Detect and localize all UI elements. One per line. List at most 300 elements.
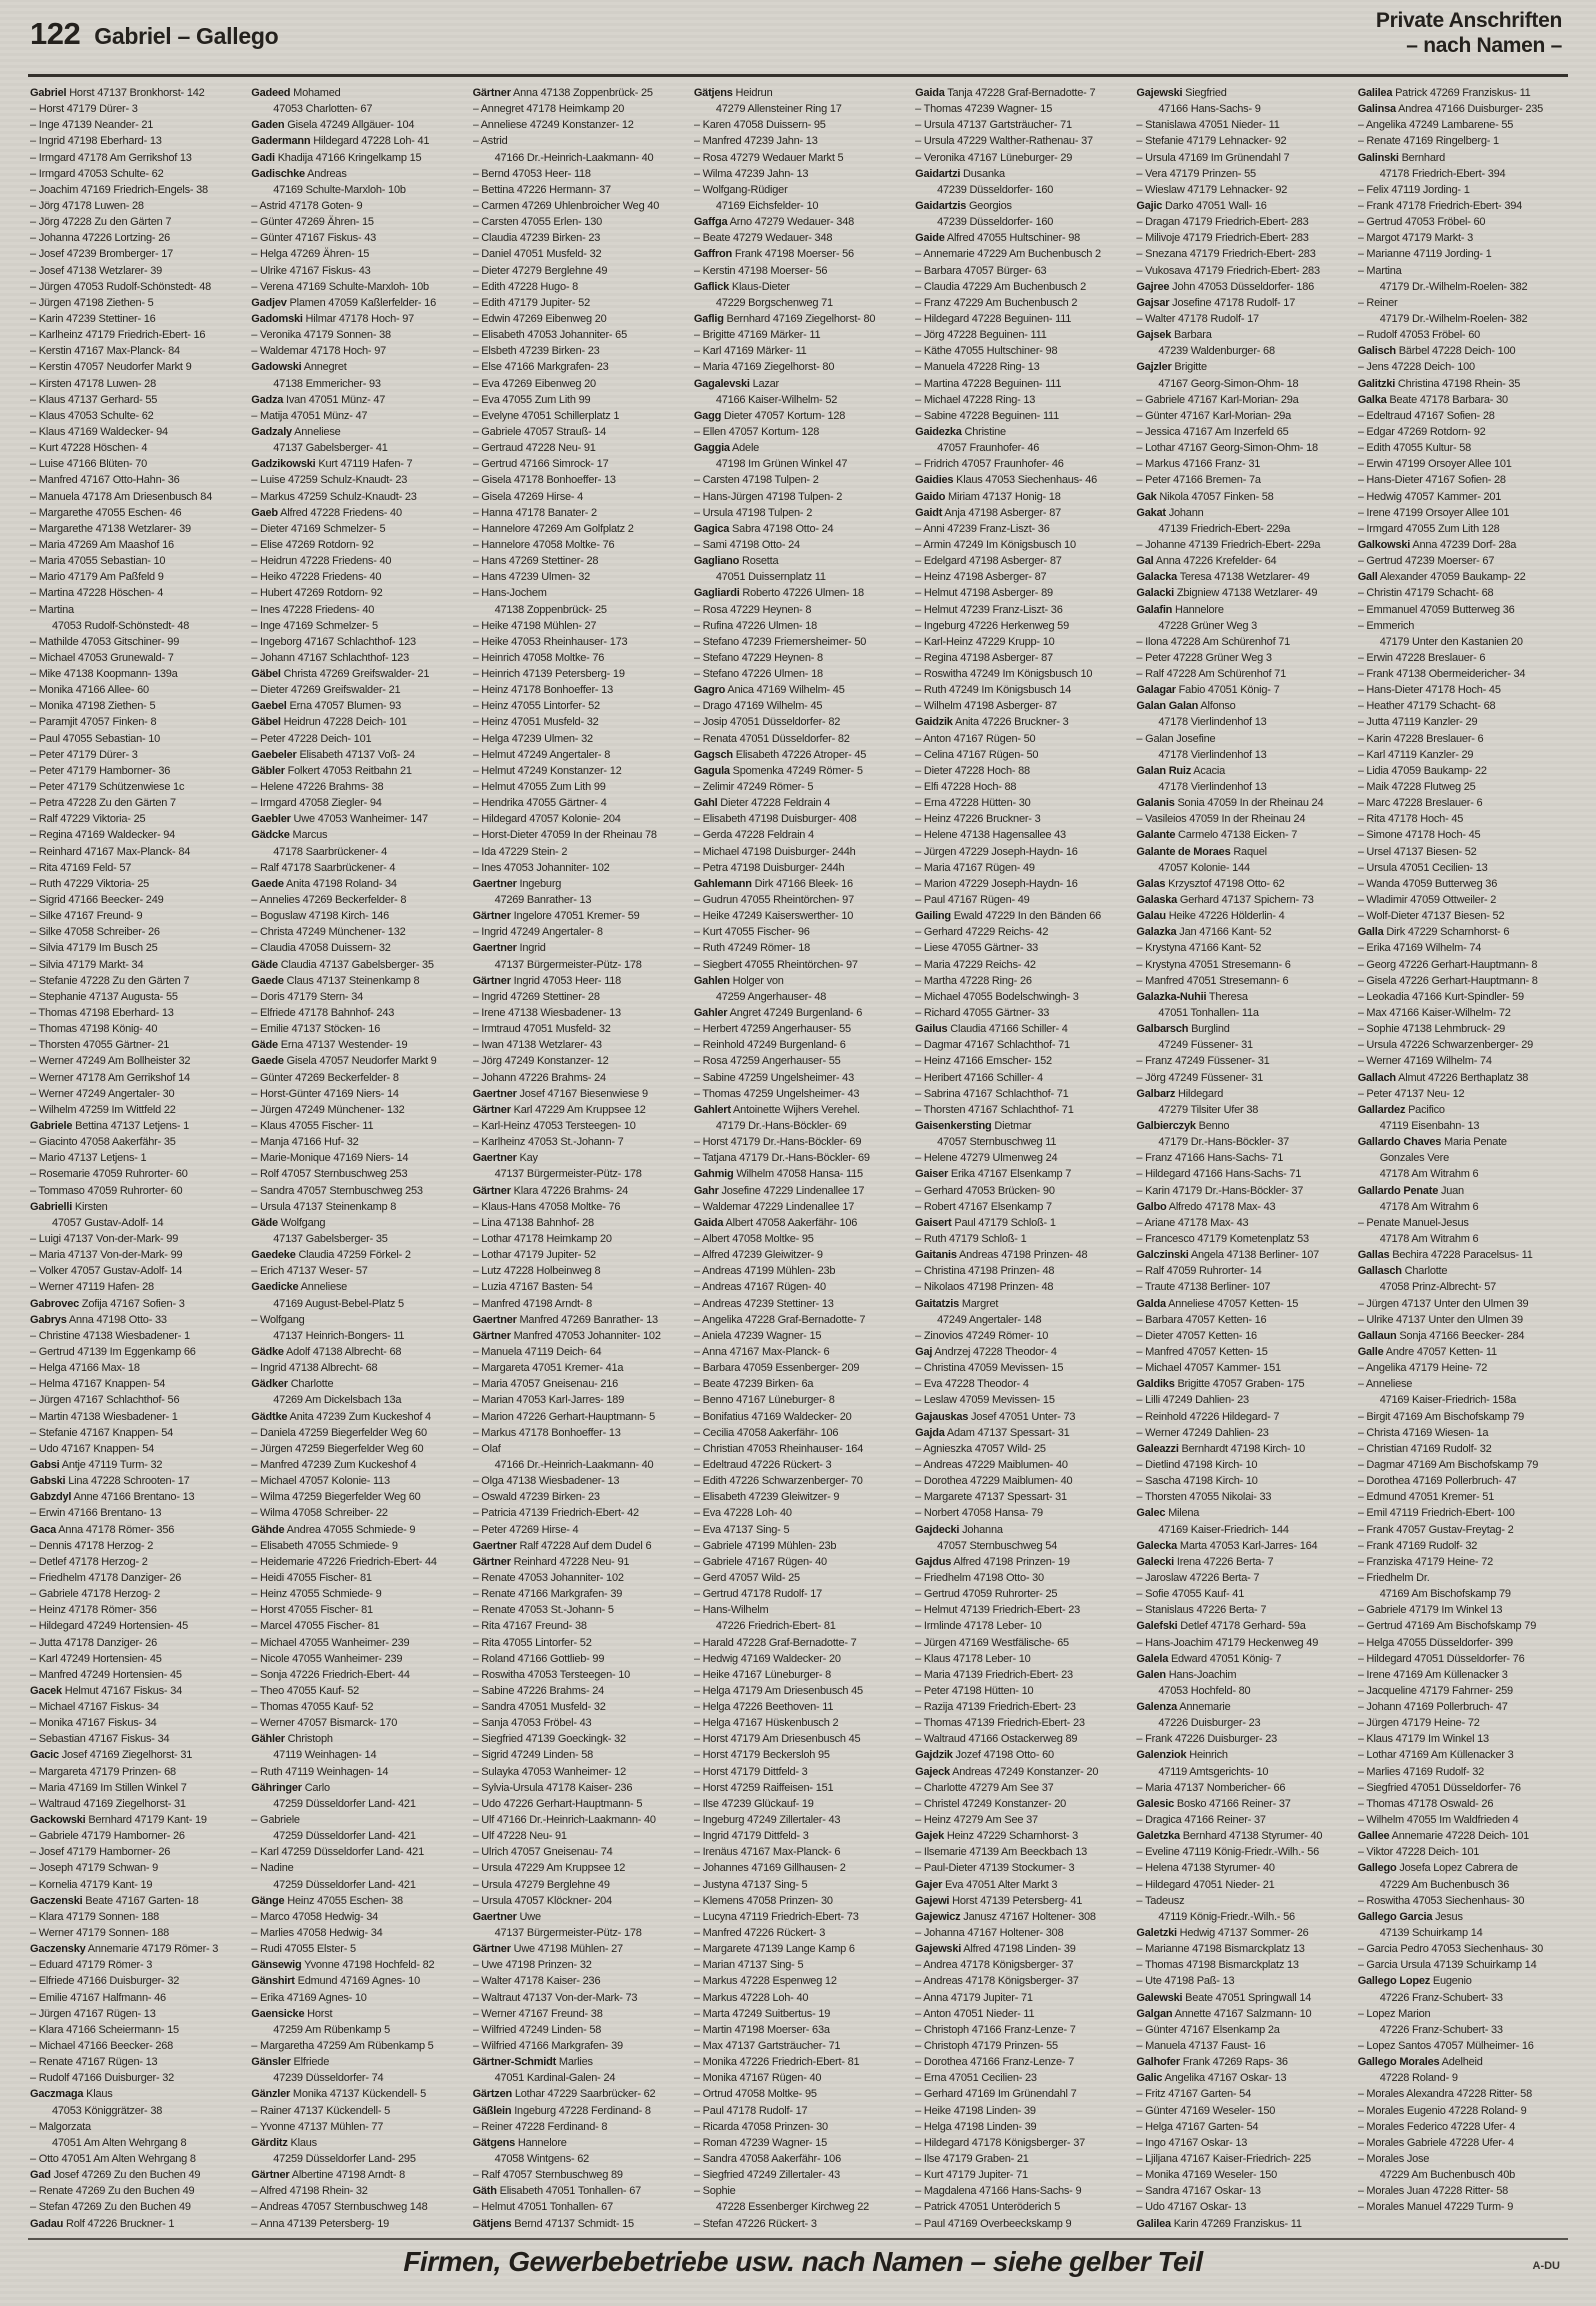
directory-entry: – Sophie 47138 Lehmbruck- 29 [1357, 1023, 1506, 1036]
directory-entry: – Ursula 47229 Am Kruppsee 12 [472, 1862, 626, 1875]
directory-entry: – Liese 47055 Gärtner- 33 [915, 942, 1039, 955]
directory-entry: – Horst-Günter 47169 Niers- 14 [251, 1087, 399, 1100]
directory-entry: – Franz 47229 Am Buchenbusch 2 [915, 296, 1078, 309]
directory-entry: – Waltraut 47137 Von-der-Mark- 73 [472, 1991, 638, 2004]
directory-entry: 47166 Hans-Sachs- 9 [1158, 103, 1261, 116]
directory-entry: Gadowski Annegret [251, 361, 347, 374]
directory-entry: – Karin 47179 Dr.-Hans-Böckler- 37 [1136, 1184, 1304, 1197]
directory-entry: – Eva 47137 Sing- 5 [693, 1523, 790, 1536]
directory-entry: – Eva 47269 Eibenweg 20 [472, 377, 596, 390]
directory-entry: – Maria 47139 Friedrich-Ebert- 23 [915, 1668, 1073, 1681]
directory-entry: – Roman 47239 Wagner- 15 [693, 2136, 827, 2149]
directory-entry: – Friedhelm 47178 Danziger- 26 [30, 1571, 182, 1584]
directory-entry: – Ruth 47229 Viktoria- 25 [30, 877, 150, 890]
directory-entry: – Martina [1357, 264, 1402, 277]
directory-entry: – Helga 47167 Hüskenbusch 2 [693, 1717, 839, 1730]
directory-entry: 47051 Am Alten Wehrgang 8 [52, 2136, 187, 2149]
directory-entry: – Kerstin 47198 Moerser- 56 [693, 264, 828, 277]
directory-entry: Gajdzik Jozef 47198 Otto- 60 [915, 1749, 1054, 1762]
directory-entry: – Stefanie 47228 Zu den Gärten 7 [30, 974, 190, 987]
directory-entry: – Helena 47138 Styrumer- 40 [1136, 1862, 1275, 1875]
directory-entry: – Ursel 47137 Biesen- 52 [1357, 845, 1477, 858]
directory-entry: – Sigrid 47166 Beecker- 249 [30, 894, 164, 907]
directory-entry: Gaede Anita 47198 Roland- 34 [251, 877, 397, 890]
directory-entry: – Martin 47198 Moerser- 63a [693, 2023, 830, 2036]
directory-entry: 47053 Rudolf-Schönstedt- 48 [52, 619, 190, 632]
directory-entry: Galetzki Hedwig 47137 Sommer- 26 [1136, 1927, 1309, 1940]
directory-entry: – Jürgen 47169 Westfälische- 65 [915, 1636, 1069, 1649]
directory-entry: – Manfred 47057 Ketten- 15 [1136, 1345, 1268, 1358]
directory-entry: – Reinhold 47226 Hildegard- 7 [1136, 1410, 1280, 1423]
directory-entry: – Wilhelm 47055 Im Waldfrieden 4 [1357, 1814, 1519, 1827]
directory-entry: – Razija 47139 Friedrich-Ebert- 23 [915, 1701, 1076, 1714]
directory-entry: – Alfred 47239 Gleiwitzer- 9 [693, 1249, 823, 1262]
directory-entry: – Wilma 47259 Biegerfelder Weg 60 [251, 1491, 421, 1504]
directory-entry: – Marian 47053 Karl-Jarres- 189 [472, 1394, 625, 1407]
directory-entry: – Siegfried 47249 Zillertaler- 43 [693, 2169, 841, 2182]
directory-entry: – Tatjana 47179 Dr.-Hans-Böckler- 69 [693, 1152, 870, 1165]
directory-entry: – Elsbeth 47239 Birken- 23 [472, 345, 600, 358]
directory-entry: Galazka-Nuhii Theresa [1136, 990, 1248, 1003]
directory-entry: – Christina 47059 Mevissen- 15 [915, 1362, 1064, 1375]
directory-entry: – Renate 47167 Rügen- 13 [30, 2056, 158, 2069]
directory-entry: – Johann 47169 Pollerbruch- 47 [1357, 1701, 1508, 1714]
directory-entry: – Frank 47169 Rudolf- 32 [1357, 1539, 1478, 1552]
directory-entry: Gahlen Holger von [693, 974, 784, 987]
directory-entry: – Barbara 47059 Essenberger- 209 [693, 1362, 860, 1375]
directory-entry: – Gerda 47228 Feldrain 4 [693, 829, 814, 842]
directory-entry: Gajsar Josefine 47178 Rudolf- 17 [1136, 296, 1296, 309]
directory-entry: – Stefanie 47167 Knappen- 54 [30, 1426, 174, 1439]
directory-entry: – Monika 47198 Ziethen- 5 [30, 700, 156, 713]
directory-entry: – Reinhard 47167 Max-Planck- 84 [30, 845, 191, 858]
directory-entry: – Dieter 47279 Berglehne 49 [472, 264, 608, 277]
directory-entry: – Markus 47228 Espenweg 12 [693, 1975, 837, 1988]
directory-entry: – Olaf [472, 1442, 501, 1455]
directory-entry: – Leslaw 47059 Mevissen- 15 [915, 1394, 1055, 1407]
directory-entry: – Snezana 47179 Friedrich-Ebert- 283 [1136, 248, 1316, 261]
directory-entry: – Marco 47058 Hedwig- 34 [251, 1910, 379, 1923]
directory-entry: – Elisabeth 47055 Schmiede- 9 [251, 1539, 398, 1552]
directory-entry: – Günter 47169 Weseler- 150 [1136, 2104, 1276, 2117]
directory-entry: – Gabriele 47179 Im Winkel 13 [1357, 1604, 1503, 1617]
directory-entry: – Sonja 47226 Friedrich-Ebert- 44 [251, 1668, 410, 1681]
directory-entry: – Dennis 47178 Herzog- 2 [30, 1539, 154, 1552]
directory-entry: 47228 Grüner Weg 3 [1158, 619, 1257, 632]
directory-entry: – Monika 47167 Fiskus- 34 [30, 1717, 157, 1730]
directory-column [694, 85, 906, 2234]
directory-entry: – Jörg 47249 Füssener- 31 [1136, 1071, 1263, 1084]
directory-entry: – Karin 47239 Stettiner- 16 [30, 312, 156, 325]
directory-entry: – Karl 47249 Hortensien- 45 [30, 1652, 162, 1665]
directory-entry: Gahler Angret 47249 Burgenland- 6 [693, 1007, 863, 1020]
directory-entry: Galeazzi Bernhardt 47198 Kirch- 10 [1136, 1442, 1306, 1455]
directory-entry: – Sofie 47055 Kauf- 41 [1136, 1588, 1245, 1601]
directory-entry: – Jaroslaw 47226 Berta- 7 [1136, 1571, 1260, 1584]
directory-entry: – Günter 47269 Ähren- 15 [251, 216, 374, 229]
directory-entry: – Wilfried 47249 Linden- 58 [472, 2023, 602, 2036]
directory-entry: – Dragica 47166 Reiner- 37 [1136, 1814, 1266, 1827]
directory-entry: – Ingeburg 47226 Herkenweg 59 [915, 619, 1069, 632]
directory-entry: – Gabriele 47179 Hamborner- 26 [30, 1830, 185, 1843]
directory-entry: – Irene 47169 Am Küllenacker 3 [1357, 1668, 1508, 1681]
directory-entry: Gadeed Mohamed [251, 87, 341, 99]
directory-entry: – Peter 47269 Hirse- 4 [472, 1523, 579, 1536]
directory-entry: – Gertrud 47169 Am Bischofskamp 79 [1357, 1620, 1537, 1633]
directory-entry: 47226 Franz-Schubert- 33 [1379, 1991, 1503, 2004]
directory-entry: – Morales Gabriele 47228 Ufer- 4 [1357, 2136, 1514, 2149]
directory-entry: – Rita 47178 Hoch- 45 [1357, 813, 1464, 826]
directory-entry: – Thomas 47055 Kauf- 52 [251, 1701, 374, 1714]
directory-entry: Gäbel Heidrun 47228 Deich- 101 [251, 716, 407, 729]
directory-entry: – Wladimir 47059 Ottweiler- 2 [1357, 894, 1497, 907]
directory-entry: – Hildegard 47228 Beguinen- 111 [915, 312, 1072, 325]
directory-entry: – Hans 47269 Stettiner- 28 [472, 555, 599, 568]
directory-entry: 47119 Amtsgerichts- 10 [1158, 1765, 1269, 1778]
directory-entry: – Jürgen 47259 Biegerfelder Weg 60 [251, 1442, 424, 1455]
directory-entry: – Sandra 47167 Oskar- 13 [1136, 2185, 1261, 2198]
directory-entry: Gahlert Antoinette Wijhers Verehel. [693, 1103, 860, 1116]
directory-entry: – Christina 47198 Prinzen- 48 [915, 1265, 1055, 1278]
directory-entry: Gajek Heinz 47229 Scharnhorst- 3 [915, 1830, 1079, 1843]
directory-entry: – Josef 47179 Hamborner- 26 [30, 1846, 171, 1859]
directory-entry: – Emmerich [1357, 619, 1415, 632]
directory-entry: 47137 Heinrich-Bongers- 11 [273, 1329, 405, 1342]
directory-entry: – Emil 47119 Friedrich-Ebert- 100 [1357, 1507, 1515, 1520]
footer-rule [28, 2238, 1568, 2240]
directory-entry: Gahr Josefine 47229 Lindenallee 17 [693, 1184, 865, 1197]
directory-entry: Gallego Josefa Lopez Cabrera de [1357, 1862, 1518, 1875]
directory-entry: – Friedhelm Dr. [1357, 1571, 1430, 1584]
directory-entry: Gallardo Chaves Maria Penate [1357, 1136, 1507, 1149]
directory-entry: – Kornelia 47179 Kant- 19 [30, 1878, 153, 1891]
directory-entry: – Nicole 47055 Wanheimer- 239 [251, 1652, 403, 1665]
directory-entry: – Horst 47179 Dittfeld- 3 [693, 1765, 808, 1778]
directory-entry: 47178 Vierlindenhof 13 [1158, 716, 1267, 729]
directory-entry: Gädke Adolf 47138 Albrecht- 68 [251, 1345, 402, 1358]
directory-entry: Galafin Hannelore [1136, 603, 1224, 616]
directory-entry: Gonzales Vere [1379, 1152, 1449, 1165]
directory-entry: – Peter 47137 Neu- 12 [1357, 1087, 1465, 1100]
directory-entry: – Ilona 47228 Am Schürenhof 71 [1136, 635, 1291, 648]
directory-entry: – Elfriede 47178 Bahnhof- 243 [251, 1007, 395, 1020]
directory-entry: – Erich 47137 Weser- 57 [251, 1265, 368, 1278]
directory-entry: Gaedeke Claudia 47259 Förkel- 2 [251, 1249, 411, 1262]
directory-entry: – Ljiljana 47167 Kaiser-Friedrich- 225 [1136, 2153, 1311, 2165]
directory-entry: – Manfred 47051 Stresemann- 6 [1136, 974, 1289, 987]
directory-entry: – Rudolf 47166 Duisburger- 32 [30, 2072, 175, 2085]
directory-entry: – Gabriele 47167 Rügen- 40 [693, 1555, 827, 1568]
directory-entry: 47179 Dr.-Wilhelm-Roelen- 382 [1379, 312, 1528, 325]
directory-entry: – Werner 47179 Sonnen- 188 [30, 1927, 170, 1940]
directory-entry: – Drago 47169 Wilhelm- 45 [693, 700, 823, 713]
directory-entry: Gabsi Antje 47119 Turm- 32 [30, 1458, 163, 1471]
directory-entry: – Penate Manuel-Jesus [1357, 1216, 1469, 1229]
directory-entry: 47228 Essenberger Kirchweg 22 [715, 2201, 870, 2214]
directory-entry: – Morales Alexandra 47228 Ritter- 58 [1357, 2088, 1532, 2101]
directory-entry: – Maria 47169 Im Stillen Winkel 7 [30, 1781, 187, 1794]
directory-entry: Gaertner Ralf 47228 Auf dem Dudel 6 [472, 1539, 652, 1552]
directory-entry: – Horst 47055 Fischer- 81 [251, 1604, 373, 1617]
directory-entry: Galewski Beate 47051 Springwall 14 [1136, 1991, 1312, 2004]
directory-entry: – Doris 47179 Stern- 34 [251, 990, 364, 1003]
directory-entry: – Thomas 47178 Oswald- 26 [1357, 1797, 1494, 1810]
directory-entry: – Ulrike 47167 Fiskus- 43 [251, 264, 371, 277]
directory-entry: – Regina 47169 Waldecker- 94 [30, 829, 176, 842]
directory-entry: 47119 Weinhagen- 14 [273, 1749, 377, 1762]
directory-entry: – Tadeusz [1136, 1894, 1185, 1907]
directory-entry: – Sabrina 47167 Schlachthof- 71 [915, 1087, 1069, 1100]
directory-entry: 47179 Dr.-Wilhelm-Roelen- 382 [1379, 280, 1528, 293]
directory-entry: – Gertraud 47228 Neu- 91 [472, 442, 596, 455]
directory-entry: Gäde Erna 47137 Westender- 19 [251, 1039, 408, 1052]
directory-entry: – Klaus 47053 Schulte- 62 [30, 409, 154, 422]
directory-entry: – Helga 47226 Beethoven- 11 [693, 1701, 834, 1714]
directory-entry: Gabrielli Kirsten [30, 1200, 108, 1213]
directory-entry: – Maria 47137 Von-der-Mark- 99 [30, 1249, 183, 1262]
directory-entry: – Veronika 47179 Sonnen- 38 [251, 329, 391, 342]
directory-entry: – Sebastian 47167 Fiskus- 34 [30, 1733, 170, 1746]
directory-entry: Gaebler Uwe 47053 Wanheimer- 147 [251, 813, 428, 826]
directory-entry: – Martina [30, 603, 74, 616]
directory-entry: – Hans-Wilhelm [693, 1604, 769, 1617]
directory-entry: – Jürgen 47137 Unter den Ulmen 39 [1357, 1297, 1529, 1310]
directory-entry: – Thomas 47139 Friedrich-Ebert- 23 [915, 1717, 1085, 1730]
directory-entry: – Regina 47198 Asberger- 87 [915, 651, 1053, 664]
directory-entry: Gagula Spomenka 47249 Römer- 5 [693, 764, 863, 777]
directory-entry: – Rita 47055 Lintorfer- 52 [472, 1636, 592, 1649]
directory-entry: – Ingrid 47179 Dittfeld- 3 [693, 1830, 809, 1843]
page-header [30, 8, 1566, 72]
directory-entry: – Krystyna 47166 Kant- 52 [1136, 942, 1262, 955]
directory-entry: – Karl-Heinz 47229 Krupp- 10 [915, 635, 1055, 648]
directory-entry: – Sulayka 47053 Wanheimer- 12 [472, 1765, 626, 1778]
directory-entry: Galas Krzysztof 47198 Otto- 62 [1136, 877, 1285, 890]
directory-entry: – Sabine 47228 Beguinen- 111 [915, 409, 1060, 422]
page-number: 122 [30, 16, 81, 51]
directory-entry: – Monika 47167 Rügen- 40 [693, 2072, 822, 2085]
directory-entry: Gaj Andrzej 47228 Theodor- 4 [915, 1345, 1057, 1358]
directory-entry: – Andreas 47229 Maiblumen- 40 [915, 1458, 1068, 1471]
directory-entry: – Klaus-Hans 47058 Moltke- 76 [472, 1200, 621, 1213]
directory-entry: – Gertrud 47059 Ruhrorter- 25 [915, 1588, 1058, 1601]
directory-entry: – Celina 47167 Rügen- 50 [915, 748, 1039, 761]
directory-entry: Gähringer Carlo [251, 1781, 330, 1794]
directory-entry: – Hans 47239 Ulmen- 32 [472, 571, 591, 584]
directory-entry: – Otto 47051 Am Alten Wehrgang 8 [30, 2153, 196, 2165]
directory-entry: Gabriele Bettina 47137 Letjens- 1 [30, 1120, 190, 1132]
directory-entry: – Peter 47198 Hütten- 10 [915, 1684, 1034, 1697]
directory-entry: 47166 Dr.-Heinrich-Laakmann- 40 [494, 151, 654, 164]
directory-entry: – Nadine [251, 1862, 294, 1875]
directory-entry: – Morales Juan 47228 Ritter- 58 [1357, 2185, 1509, 2198]
directory-entry: – Rufina 47226 Ulmen- 18 [693, 619, 817, 632]
directory-entry: – Heidrun 47228 Friedens- 40 [251, 555, 392, 568]
directory-entry: Galisch Bärbel 47228 Deich- 100 [1357, 345, 1516, 358]
directory-entry: – Renata 47051 Düsseldorfer- 82 [693, 732, 850, 745]
directory-entry: – Ida 47229 Stein- 2 [472, 845, 568, 858]
directory-entry: – Franziska 47179 Heine- 72 [1357, 1555, 1493, 1568]
directory-entry: 47229 Borgschenweg 71 [715, 296, 833, 309]
directory-entry: Gärtner-Schmidt Marlies [472, 2056, 593, 2069]
directory-entry: – Iwan 47138 Wetzlarer- 43 [472, 1039, 602, 1052]
directory-entry: – Ingeborg 47167 Schlachthof- 123 [251, 635, 416, 648]
directory-entry: – Dorothea 47229 Maiblumen- 40 [915, 1475, 1073, 1488]
directory-entry: – Emilie 47167 Halfmann- 46 [30, 1991, 166, 2004]
directory-entry: – Traute 47138 Berliner- 107 [1136, 1281, 1271, 1294]
directory-entry: Gädker Charlotte [251, 1378, 334, 1391]
directory-entry: – Helga 47179 Am Driesenbusch 45 [693, 1684, 863, 1697]
directory-entry: – Ute 47198 Paß- 13 [1136, 1975, 1235, 1988]
directory-entry: – Maria 47137 Nombericher- 66 [1136, 1781, 1286, 1794]
directory-entry: Gäth Elisabeth 47051 Tonhallen- 67 [472, 2185, 642, 2198]
directory-entry: – Gerhard 47169 Im Grünendahl 7 [915, 2088, 1077, 2101]
directory-entry: Gädcke Marcus [251, 829, 328, 842]
directory-entry: – Monika 47226 Friedrich-Ebert- 81 [693, 2056, 860, 2069]
directory-entry: Gätjens Heidrun [693, 87, 773, 99]
directory-entry: – Jürgen 47229 Joseph-Haydn- 16 [915, 845, 1078, 858]
directory-entry: – Brigitte 47169 Märker- 11 [693, 329, 821, 342]
directory-entry: 47259 Düsseldorfer Land- 421 [273, 1830, 416, 1843]
directory-entry: – Erwin 47228 Breslauer- 6 [1357, 651, 1486, 664]
directory-entry: – Christin 47179 Schacht- 68 [1357, 587, 1494, 600]
directory-entry: – Emmanuel 47059 Butterweg 36 [1357, 603, 1515, 616]
directory-entry: Galka Beate 47178 Barbara- 30 [1357, 393, 1508, 406]
directory-entry: Gakat Johann [1136, 506, 1204, 519]
directory-entry: 47259 Düsseldorfer Land- 295 [273, 2153, 416, 2165]
directory-entry: – Carsten 47055 Erlen- 130 [472, 216, 602, 229]
directory-entry: Gailing Ewald 47229 In den Bänden 66 [915, 910, 1102, 923]
directory-entry: – Garcia Pedro 47053 Siechenhaus- 30 [1357, 1943, 1544, 1956]
directory-entry: – Inge 47139 Neander- 21 [30, 119, 154, 132]
directory-entry: Gajzler Brigitte [1136, 361, 1207, 374]
directory-entry: – Markus 47259 Schulz-Knaudt- 23 [251, 490, 417, 503]
directory-entry: – Kurt 47228 Höschen- 4 [30, 442, 148, 455]
directory-entry: – Ruth 47249 Römer- 18 [693, 942, 811, 955]
directory-entry: – Walter 47178 Kaiser- 236 [472, 1975, 601, 1988]
directory-entry: – Franz 47249 Füssener- 31 [1136, 1055, 1270, 1068]
directory-entry: – Horst-Dieter 47059 In der Rheinau 78 [472, 829, 657, 842]
directory-entry: – Christian 47053 Rheinhauser- 164 [693, 1442, 864, 1455]
directory-entry: Gadau Rolf 47226 Bruckner- 1 [30, 2217, 175, 2230]
directory-entry: Gärtner Uwe 47198 Mühlen- 27 [472, 1943, 623, 1956]
directory-entry: – Fridrich 47057 Fraunhofer- 46 [915, 458, 1064, 471]
directory-entry: – Monika 47169 Weseler- 150 [1136, 2169, 1278, 2182]
directory-entry: – Ingrid 47138 Albrecht- 68 [251, 1362, 378, 1375]
directory-entry: Gadzikowski Kurt 47119 Hafen- 7 [251, 458, 413, 471]
directory-entry: – Ursula 47051 Cecilien- 13 [1357, 861, 1488, 874]
directory-entry: Galitzki Christina 47198 Rhein- 35 [1357, 377, 1521, 390]
directory-entry: – Claudia 47239 Birken- 23 [472, 232, 601, 245]
directory-entry: – Dagmar 47169 Am Bischofskamp 79 [1357, 1458, 1539, 1471]
directory-entry: – Gerhard 47229 Reichs- 42 [915, 926, 1049, 939]
directory-entry: – Luise 47166 Blüten- 70 [30, 458, 148, 471]
directory-entry: Gabriel Horst 47137 Bronkhorst- 142 [30, 87, 205, 99]
directory-entry: – Elfriede 47166 Duisburger- 32 [30, 1975, 180, 1988]
directory-entry: Gajeck Andreas 47249 Konstanzer- 20 [915, 1765, 1099, 1778]
directory-entry: – Felix 47119 Jording- 1 [1357, 183, 1470, 196]
directory-entry: – Morales Eugenio 47228 Roland- 9 [1357, 2104, 1527, 2117]
directory-entry: Gajer Eva 47051 Alter Markt 3 [915, 1878, 1058, 1891]
directory-entry: – Mathilde 47053 Gitschiner- 99 [30, 635, 180, 648]
directory-entry: – Stefan 47269 Zu den Buchen 49 [30, 2201, 191, 2214]
directory-entry: – Udo 47167 Oskar- 13 [1136, 2201, 1247, 2214]
directory-entry: – Martina 47228 Beguinen- 111 [915, 377, 1062, 390]
directory-entry: Gagliardi Roberto 47226 Ulmen- 18 [693, 587, 864, 600]
directory-entry: – Ursula 47226 Schwarzenberger- 29 [1357, 1039, 1534, 1052]
directory-entry: – Gisela 47269 Hirse- 4 [472, 490, 584, 503]
directory-entry: 47051 Tonhallen- 11a [1158, 1007, 1259, 1020]
directory-entry: Gallach Almut 47226 Berthaplatz 38 [1357, 1071, 1529, 1084]
directory-entry: – Albert 47058 Moltke- 95 [693, 1232, 814, 1245]
directory-entry: – Heinz 47198 Asberger- 87 [915, 571, 1047, 584]
directory-entry: – Robert 47167 Elsenkamp 7 [915, 1200, 1052, 1213]
directory-entry: Gak Nikola 47057 Finken- 58 [1136, 490, 1274, 503]
directory-entry: – Heribert 47166 Schiller- 4 [915, 1071, 1043, 1084]
directory-entry: 47058 Wintgens- 62 [494, 2153, 590, 2165]
directory-entry: – Daniela 47259 Biegerfelder Weg 60 [251, 1426, 427, 1439]
directory-entry: – Günter 47167 Elsenkamp 2a [1136, 2023, 1280, 2036]
directory-entry: – Volker 47057 Gustav-Adolf- 14 [30, 1265, 183, 1278]
directory-entry: 47259 Düsseldorfer Land- 421 [273, 1878, 416, 1891]
directory-entry: Galle Andre 47057 Ketten- 11 [1357, 1345, 1497, 1358]
directory-entry: 47053 Königgrätzer- 38 [52, 2104, 163, 2117]
directory-entry: Gacic Josef 47169 Ziegelhorst- 31 [30, 1749, 193, 1762]
directory-entry: Gaidartzis Georgios [915, 199, 1012, 212]
directory-entry: – Ariane 47178 Max- 43 [1136, 1216, 1249, 1229]
directory-entry: – Annegret 47178 Heimkamp 20 [472, 103, 625, 116]
directory-entry: – Hildegard 47178 Königsberger- 37 [915, 2136, 1085, 2149]
directory-entry: – Heinz 47166 Emscher- 152 [915, 1055, 1052, 1068]
directory-entry: – Maria 47055 Sebastian- 10 [30, 555, 166, 568]
directory-entry: – Marcel 47055 Fischer- 81 [251, 1620, 380, 1633]
directory-entry: – Paul 47169 Overbeeckskamp 9 [915, 2217, 1072, 2230]
directory-entry: – Ulrich 47057 Gneisenau- 74 [472, 1846, 613, 1859]
directory-column [1358, 85, 1570, 2234]
directory-entry: – Gabriele 47057 Strauß- 14 [472, 425, 607, 438]
directory-entry: – Viktor 47228 Deich- 101 [1357, 1846, 1480, 1859]
directory-entry: Gänge Heinz 47055 Eschen- 38 [251, 1894, 403, 1907]
directory-entry: – Michael 47055 Bodelschwingh- 3 [915, 990, 1079, 1003]
directory-entry: Gagalevski Lazar [693, 377, 780, 390]
directory-entry: – Ines 47228 Friedens- 40 [251, 603, 375, 616]
directory-entry: – Stefano 47229 Heynen- 8 [693, 651, 823, 664]
directory-entry: 47166 Dr.-Heinrich-Laakmann- 40 [494, 1458, 654, 1471]
directory-entry: – Margareta 47179 Prinzen- 68 [30, 1765, 176, 1778]
directory-entry: Gagro Anica 47169 Wilhelm- 45 [693, 684, 845, 697]
directory-entry: – Christa 47249 Münchener- 132 [251, 926, 406, 939]
directory-entry: – Renate 47053 St.-Johann- 5 [472, 1604, 614, 1617]
directory-entry: – Helmut 47249 Angertaler- 8 [472, 748, 611, 761]
directory-entry: Galecka Marta 47053 Karl-Jarres- 164 [1136, 1539, 1318, 1552]
directory-entry: – Elise 47269 Rotdorn- 92 [251, 538, 374, 551]
directory-entry: 47259 Am Rübenkamp 5 [273, 2023, 390, 2036]
directory-entry: – Lothar 47179 Jupiter- 52 [472, 1249, 596, 1262]
directory-entry: Gaedicke Anneliese [251, 1281, 348, 1294]
directory-entry: – Rainer 47137 Kückendell- 5 [251, 2104, 391, 2117]
directory-entry: – Peter 47179 Dürer- 3 [30, 748, 138, 761]
directory-entry: – Hans-Dieter 47178 Hoch- 45 [1357, 684, 1501, 697]
directory-entry: – Jutta 47178 Danziger- 26 [30, 1636, 157, 1649]
directory-entry: – Marie-Monique 47169 Niers- 14 [251, 1152, 409, 1165]
directory-entry: 47269 Banrather- 13 [494, 894, 592, 907]
directory-entry: – Bonifatius 47169 Waldecker- 20 [693, 1410, 852, 1423]
directory-entry: – Elisabeth 47239 Gleiwitzer- 9 [693, 1491, 840, 1504]
directory-entry: – Erika 47169 Wilhelm- 74 [1357, 942, 1482, 955]
directory-entry: 47178 Vierlindenhof 13 [1158, 748, 1267, 761]
directory-entry: – Andreas 47239 Stettiner- 13 [693, 1297, 834, 1310]
directory-entry: Gaida Albert 47058 Aakerfähr- 106 [693, 1216, 858, 1229]
